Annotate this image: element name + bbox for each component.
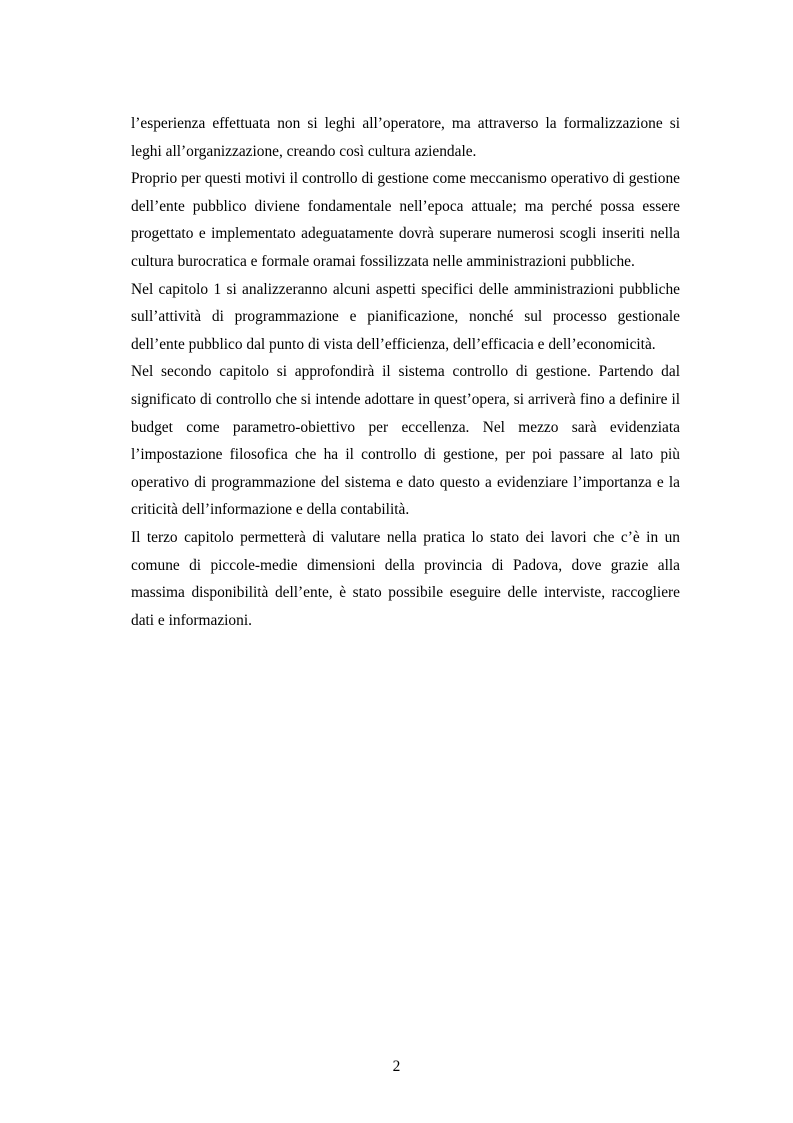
page-body — [131, 110, 680, 634]
paragraph-chapter-2: Nel secondo capitolo si approfondirà il sistema controllo di gestione. Partendo dal significato di controllo che si intende adottare in quest’opera, si arriverà fino a definire il budget come parametro-obiettivo per eccellenza. Nel mezzo sarà evidenziata l’impostazione filosofica che ha il controllo di gestione, per poi passare al lato più operativo di programmazione del sistema e dato questo a evidenziare l’importanza e la criticità dell’informazione e della contabilità. — [131, 363, 680, 519]
page-number: 2 — [392, 1058, 401, 1075]
paragraph-chapter-3: Il terzo capitolo permetterà di valutare nella pratica lo stato dei lavori che c’è in un comune di piccole-medie dimensioni della provincia di Padova, dove grazie alla massima disponibilità dell’ente, è stato possibile eseguire delle interviste, raccogliere dati e informazioni. — [131, 528, 680, 629]
paragraph-motivation: Proprio per questi motivi il controllo di gestione come meccanismo operativo di gestione dell’ente pubblico diviene fondamentale nell’epoca attuale; ma perché possa essere progettato e implementato adeguatamente dovrà superare numerosi scogli inseriti nella cultura burocratica e formale oramai fossilizzata nelle amministrazioni pubbliche. — [131, 170, 680, 270]
paragraph-chapter-1: Nel capitolo 1 si analizzeranno alcuni aspetti specifici delle amministrazioni pubbliche sull’attività di programmazione e pianificazione, nonché sul processo gestionale dell’ente pubblico dal punto di vista dell’efficienza, dell’efficacia e dell’economicità. — [131, 280, 680, 353]
paragraph-continuation: l’esperienza effettuata non si leghi all’operatore, ma attraverso la formalizzazione si leghi all’organizzazione, creando così cultura aziendale. — [131, 115, 680, 160]
